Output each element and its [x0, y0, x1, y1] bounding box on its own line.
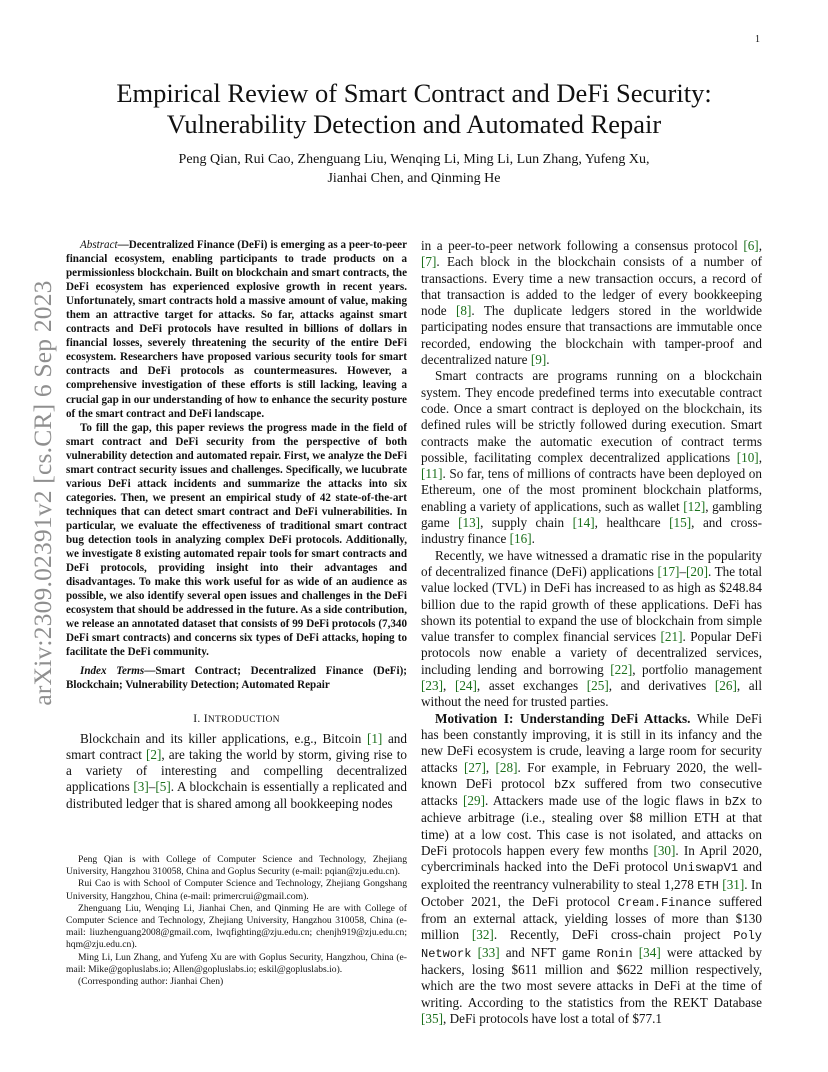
citation-link[interactable]: [9] [530, 352, 547, 368]
text: , gambling game [421, 498, 762, 531]
code-bzx: bZx [724, 795, 747, 810]
citation-link[interactable]: [23] [421, 678, 443, 694]
footnote-3: Zhenguang Liu, Wenqing Li, Jianhai Chen, and Qinming He are with College of Computer Science and Technology, Zhejiang University, Hangzhou 310058, China (e-mail: liuzhenguang2008@gmail.com, lwqfighting@zju.edu.cn; chenjh919@zju.edu.cn; hqm@zju.edu.cn). [66, 902, 407, 951]
citation-link[interactable]: [34] [638, 944, 661, 960]
citation-link[interactable]: [5] [155, 779, 171, 795]
text: – [148, 779, 156, 795]
section-heading-introduction [66, 713, 407, 725]
text: , [485, 759, 496, 775]
citation-link[interactable]: [32] [471, 927, 494, 943]
text: . In October 2021, the DeFi protocol [421, 876, 762, 909]
citation-link[interactable]: [25] [586, 678, 609, 694]
text: , [758, 449, 762, 465]
motivation-heading: Motivation I: Understanding DeFi Attacks. [435, 710, 691, 726]
citation-link[interactable]: [14] [572, 515, 595, 531]
text: . Popular DeFi protocols now enable a variety of decentralized services, including lending and borrowing [421, 629, 762, 677]
text: were attacked by hackers, losing $611 million and $622 million respectively, which are the two most severe attacks in DeFi at the time of writing. According to the statistics from the REKT Database [421, 944, 763, 1010]
citation-link[interactable]: [15] [669, 515, 692, 531]
text: , [758, 238, 762, 253]
abstract-paragraph-2 [66, 421, 407, 660]
citation-link[interactable]: [33] [477, 944, 500, 960]
right-paragraph-3 [421, 548, 762, 711]
text: Recently, we have witnessed a dramatic rise in the popularity of decentralized finance (DeFi) applications [421, 547, 762, 579]
citation-link[interactable]: [13] [458, 515, 481, 531]
section-number: I. [193, 712, 201, 725]
citation-link[interactable]: [7] [421, 254, 437, 270]
code-uniswapv1: UniswapV1 [673, 861, 739, 876]
title-line-1: Empirical Review of Smart Contract and DeFi Security: [116, 78, 712, 108]
index-terms-lead: Index Terms [80, 665, 145, 678]
text: and NFT game [499, 944, 597, 960]
text: , and cross-industry finance [421, 515, 762, 547]
right-paragraph-4 [421, 711, 762, 1028]
authors-line-2: Jianhai Chen, and Qinming He [327, 171, 501, 186]
text: . [546, 352, 550, 368]
index-terms-text: —Smart Contract; Decentralized Finance (DeFi); Blockchain; Vulnerability Detection; Automated Repair [66, 665, 407, 692]
text: Smart contracts are programs running on a blockchain system. They encode predefined terms into executable contract code. Once a smart contract is deployed on the blockchain, its defined rules will be strictly followed during execution. Smart contracts make the automatic execution of contract terms possible, facilitating complex decentralized applications [421, 368, 762, 465]
text: . In April 2020, cybercriminals hacked into the DeFi protocol [421, 842, 762, 875]
text: suffered from an external attack, yielding losses of more than $130 million [421, 893, 762, 943]
text: to achieve arbitrage (i.e., stealing over $8 million ETH at that time) at a low cost. This case is not isolated, and attacks on DeFi protocols happen every few months [421, 793, 762, 858]
left-column [66, 238, 407, 812]
text: . Attackers made use of the logic flaws in [484, 793, 725, 809]
abstract-paragraph-1 [66, 238, 407, 421]
section-title-initial: I [203, 712, 208, 725]
text: While DeFi has been constantly improving, it is still in its infancy and the new DeFi ecosystem is crude, leaving a large room for security attacks [421, 710, 763, 775]
text: Blockchain and its killer applications, e.g., Bitcoin [80, 730, 367, 746]
text: , portfolio management [632, 661, 762, 677]
code-bzx: bZx [554, 777, 576, 792]
code-eth: ETH [697, 878, 719, 893]
abstract-lead: Abstract [80, 239, 118, 251]
index-terms [66, 664, 407, 692]
footnote-1: Peng Qian is with College of Computer Science and Technology, Zhejiang University, Hangzhou 310058, China and Goplus Security (e-mail: pqian@zju.edu.cn). [66, 854, 407, 878]
text: . Each block in the blockchain consists of a number of transactions. Every time a new transaction occurs, a record of that transaction is added to the ledger of every bookkeeping node [421, 254, 762, 319]
title-line-2: Vulnerability Detection and Automated Repair [166, 109, 662, 139]
intro-paragraph-1 [66, 731, 407, 812]
section-title-rest: NTRODUCTION [207, 714, 280, 725]
text: and smart contract [66, 730, 407, 762]
text: and exploited the reentrancy vulnerability to steal 1,278 [421, 859, 762, 892]
text: . Recently, DeFi cross-chain project [493, 927, 734, 943]
citation-link[interactable]: [29] [462, 793, 485, 809]
paper-title [60, 78, 768, 140]
right-paragraph-1 [421, 238, 762, 368]
citation-link[interactable]: [2] [145, 746, 162, 762]
footnote-2: Rui Cao is with School of Computer Science and Technology, Zhejiang Gongshang University, Hangzhou, China (e-mail: primercrui@gmail.com). [66, 878, 407, 902]
page-number: 1 [755, 34, 760, 45]
text: , asset exchanges [476, 678, 587, 694]
citation-link[interactable]: [30] [653, 842, 676, 858]
arxiv-stamp: arXiv:2309.02391v2 [cs.CR] 6 Sep 2023 [28, 280, 57, 706]
right-column [421, 238, 762, 1027]
code-ronin: Ronin [596, 946, 633, 961]
citation-link[interactable]: [35] [421, 1010, 443, 1026]
citation-link[interactable]: [6] [743, 238, 759, 253]
citation-link[interactable]: [20] [686, 563, 709, 579]
abstract-text-1: —Decentralized Finance (DeFi) is emerging as a peer-to-peer financial ecosystem, enabling participants to trade products on a permissionless blockchain. Built on blockchain and smart contracts, the DeFi ecosystem has experienced explosive growth in recent years. Unfortunately, smart contracts hold a massive amount of value, making them an attractive target for attacks. So far, attacks against smart contracts and DeFi protocols have resulted in billions of dollars in financial losses, severely threatening the security of the entire DeFi ecosystem. Researchers have proposed various security tools for smart contracts and DeFi protocols as countermeasures. However, a comprehensive investigation of these efforts is still lacking, leaving a crucial gap in our understanding of how to enhance the security posture of the smart contract and DeFi landscape. [66, 239, 407, 420]
text: , supply chain [480, 515, 573, 531]
text: – [679, 563, 687, 579]
citation-link[interactable]: [3] [133, 779, 149, 795]
citation-link[interactable]: [28] [495, 759, 518, 775]
text: . The total value locked (TVL) in DeFi has increased to as high as $248.84 billion due to the rapid growth of these applications. DeFi has shown its potential to expand the use of blockchain from simple value transfer to complex financial services [421, 563, 763, 645]
citation-link[interactable]: [12] [683, 498, 706, 514]
text: . For example, in February 2020, the well-known DeFi protocol [421, 759, 763, 791]
citation-link[interactable]: [8] [456, 303, 472, 319]
authors-line-1: Peng Qian, Rui Cao, Zhenguang Liu, Wenqing Li, Ming Li, Lun Zhang, Yufeng Xu, [178, 152, 650, 167]
text: , healthcare [594, 515, 670, 531]
citation-link[interactable]: [21] [660, 629, 683, 645]
text: . A blockchain is essentially a replicated and distributed ledger that is shared among all bookkeeping nodes [66, 779, 407, 811]
footnote-4: Ming Li, Lun Zhang, and Yufeng Xu are with Goplus Security, Hangzhou, China (e-mail: Mike@gopluslabs.io; Allen@gopluslabs.io; eskil@gopluslabs.io). [66, 951, 407, 975]
code-poly-network: Poly Network [421, 929, 762, 961]
citation-link[interactable]: [27] [463, 759, 486, 775]
citation-link[interactable]: [31] [722, 876, 745, 892]
code-cream-finance: Cream.Finance [617, 895, 712, 910]
citation-link[interactable]: [10] [736, 449, 759, 465]
footnote-5: (Corresponding author: Jianhai Chen) [78, 976, 224, 988]
text: , DeFi protocols have lost a total of $77.1 [442, 1010, 663, 1026]
text: in a peer-to-peer network following a consensus protocol [421, 238, 744, 253]
text: , are taking the world by storm, giving rise to a variety of interesting and compelling decentralized applications [66, 746, 408, 795]
author-list [120, 150, 708, 188]
text: suffered from two consecutive attacks [421, 775, 762, 809]
citation-link[interactable]: [24] [454, 678, 477, 694]
text: . [531, 531, 535, 547]
text: . So far, tens of millions of contracts have been deployed on Ethereum, one of the most prominent blockchain platforms, enabling a variety of applications, such as wallet [421, 466, 762, 514]
text: , and derivatives [608, 678, 715, 694]
abstract-text-2: To fill the gap, this paper reviews the progress made in the field of smart contract and DeFi security from the perspective of both vulnerability detection and automated repair. First, we analyze the DeFi smart contract security issues and challenges. Specifically, we lucubrate various DeFi attack incidents and summarize the attacks into six categories. Then, we present an empirical study of 42 state-of-the-art techniques that can detect smart contract and DeFi vulnerabilities. In particular, we evaluate the effectiveness of traditional smart contract bug detection tools in analyzing complex DeFi protocols. Additionally, we investigate 8 existing automated repair tools for smart contracts and DeFi protocols, providing insight into their advantages and disadvantages. To make this work useful for as wide of an audience as possible, we also identify several open issues and challenges in the DeFi ecosystem that should be addressed in the future. As a side contribution, we release an annotated dataset that consists of 99 DeFi protocols (7,340 DeFi smart contracts) and concerns six types of DeFi attacks, hoping to facilitate the DeFi community. [66, 421, 407, 659]
citation-link[interactable]: [26] [714, 678, 737, 694]
footnotes [66, 854, 407, 988]
text: , [442, 678, 455, 694]
citation-link[interactable]: [22] [610, 661, 633, 677]
text: . The duplicate ledgers stored in the worldwide participating nodes ensure that transactions are immutable once recorded, endowing the blockchain with tamper-proof and decentralized nature [421, 303, 762, 368]
citation-link[interactable]: [16] [509, 531, 532, 547]
text: , all without the need for trusted parties. [421, 678, 762, 710]
citation-link[interactable]: [17] [657, 563, 680, 579]
citation-link[interactable]: [11] [421, 466, 443, 482]
right-paragraph-2 [421, 368, 762, 547]
citation-link[interactable]: [1] [366, 730, 383, 746]
